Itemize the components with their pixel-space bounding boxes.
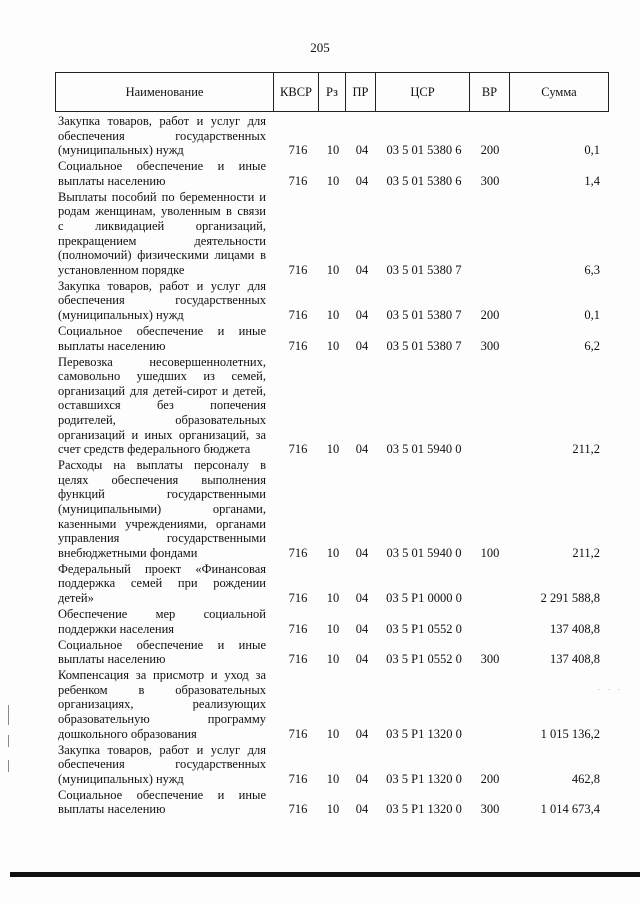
row-name-line: дошкольного образования: [58, 726, 197, 741]
row-name-line: Расходы на выплаты персоналу в: [58, 458, 266, 473]
row-vr: 300: [480, 173, 500, 188]
row-kvsr: 716: [288, 338, 308, 353]
row-name-line: выплаты населению: [58, 652, 166, 667]
row-sum: 6,2: [584, 338, 600, 353]
row-name-line: казенными учреждениями, органами: [58, 516, 266, 531]
page-number: 205: [310, 40, 330, 55]
row-name-line: (полномочий) физическими лицами в: [58, 248, 266, 263]
row-pr: 04: [355, 442, 369, 457]
row-name-line: оставшихся без попечения: [58, 398, 266, 413]
header-vr: ВР: [470, 73, 510, 112]
row-name: [58, 788, 266, 817]
row-pr: 04: [355, 262, 369, 277]
row-name-line: обеспечения государственных: [58, 757, 266, 772]
row-csr: 03 5 01 5380 6: [386, 143, 462, 158]
row-rz: 10: [326, 173, 340, 188]
row-sum: 6,3: [584, 262, 600, 277]
row-rz: 10: [326, 545, 340, 560]
row-sum: 0,1: [584, 307, 600, 322]
scan-edge-mark: [8, 735, 9, 747]
row-sum: 462,8: [571, 771, 600, 786]
row-csr: 03 5 Р1 1320 0: [386, 771, 462, 786]
row-sum: 0,1: [584, 143, 600, 158]
row-rz: 10: [326, 652, 340, 667]
row-kvsr: 716: [288, 545, 308, 560]
row-pr: 04: [355, 307, 369, 322]
row-csr: 03 5 01 5380 6: [386, 173, 462, 188]
row-name: [58, 190, 266, 278]
row-name: [58, 562, 266, 606]
row-pr: 04: [355, 726, 369, 741]
row-name-line: управления государственными: [58, 531, 266, 546]
row-name-line: поддержки населения: [58, 621, 175, 636]
row-name-line: (муниципальных) нужд: [58, 307, 184, 322]
row-kvsr: 716: [288, 173, 308, 188]
scan-edge-mark: [8, 705, 9, 725]
row-kvsr: 716: [288, 621, 308, 636]
row-vr: 300: [480, 338, 500, 353]
row-kvsr: 716: [288, 771, 308, 786]
row-pr: 04: [355, 143, 369, 158]
row-sum: 211,2: [572, 442, 600, 457]
row-sum: 1,4: [584, 173, 600, 188]
row-name-line: с ликвидацией организаций,: [58, 218, 266, 233]
row-name-line: самовольно ушедших из семей,: [58, 369, 266, 384]
row-sum: 2 291 588,8: [540, 590, 600, 605]
row-kvsr: 716: [288, 726, 308, 741]
row-vr: 300: [480, 802, 500, 817]
row-name: [58, 638, 266, 667]
row-vr: 300: [480, 652, 500, 667]
row-sum: 1 015 136,2: [540, 726, 600, 741]
row-rz: 10: [326, 590, 340, 605]
row-kvsr: 716: [288, 262, 308, 277]
row-rz: 10: [326, 802, 340, 817]
header-name: Наименование: [56, 73, 274, 112]
header-pr: ПР: [346, 73, 376, 112]
row-rz: 10: [326, 621, 340, 636]
row-name-line: организаций и иных организаций, за: [58, 427, 266, 442]
row-name: [58, 279, 266, 323]
row-pr: 04: [355, 545, 369, 560]
row-name-line: родам женщинам, уволенным в связи: [58, 204, 266, 219]
row-vr: 200: [480, 307, 500, 322]
row-name-line: Выплаты пособий по беременности и: [58, 189, 266, 204]
row-rz: 10: [326, 307, 340, 322]
row-name-line: обеспечения государственных: [58, 293, 266, 308]
row-kvsr: 716: [288, 802, 308, 817]
row-csr: 03 5 Р1 0552 0: [386, 621, 462, 636]
row-csr: 03 5 Р1 0552 0: [386, 652, 462, 667]
row-name-line: ребенком в образовательных: [58, 682, 266, 697]
header-sum: Сумма: [510, 73, 609, 112]
row-name-line: (муниципальных) нужд: [58, 143, 184, 158]
row-name-line: поддержка семей при рождении: [58, 576, 266, 591]
row-csr: 03 5 01 5940 0: [386, 545, 462, 560]
row-csr: 03 5 01 5380 7: [386, 262, 462, 277]
row-name-line: (муниципальными) органами,: [58, 501, 266, 516]
row-csr: 03 5 Р1 1320 0: [386, 726, 462, 741]
row-kvsr: 716: [288, 652, 308, 667]
row-name: [58, 607, 266, 636]
row-kvsr: 716: [288, 442, 308, 457]
row-name-line: выплаты населению: [58, 338, 166, 353]
row-name: [58, 743, 266, 787]
row-pr: 04: [355, 771, 369, 786]
row-name-line: счет средств федерального бюджета: [58, 442, 251, 457]
row-name-line: образовательную программу: [58, 711, 266, 726]
row-name-line: детей»: [58, 590, 94, 605]
row-name-line: выплаты населению: [58, 802, 166, 817]
row-name-line: Социальное обеспечение и иные: [58, 159, 266, 174]
row-name-line: выплаты населению: [58, 173, 166, 188]
row-name: [58, 668, 266, 741]
row-sum: 1 014 673,4: [540, 802, 600, 817]
row-kvsr: 716: [288, 307, 308, 322]
header-csr: ЦСР: [376, 73, 470, 112]
row-name-line: Федеральный проект «Финансовая: [58, 561, 266, 576]
row-csr: 03 5 Р1 0000 0: [386, 590, 462, 605]
row-name-line: Закупка товаров, работ и услуг для: [58, 278, 266, 293]
row-vr: 200: [480, 143, 500, 158]
row-name: [58, 159, 266, 188]
row-name-line: внебюджетными фондами: [58, 545, 198, 560]
row-name-line: Перевозка несовершеннолетних,: [58, 354, 266, 369]
row-name-line: организаций для детей-сирот и детей,: [58, 383, 266, 398]
row-name-line: (муниципальных) нужд: [58, 771, 184, 786]
scan-dots: . . .: [598, 683, 623, 692]
row-pr: 04: [355, 173, 369, 188]
header-kvsr: КВСР: [274, 73, 319, 112]
row-name-line: установленном порядке: [58, 262, 185, 277]
header-rz: Рз: [319, 73, 346, 112]
row-name-line: функций государственными: [58, 487, 266, 502]
table-header: [55, 72, 609, 112]
row-kvsr: 716: [288, 590, 308, 605]
row-rz: 10: [326, 338, 340, 353]
row-rz: 10: [326, 442, 340, 457]
row-name-line: родителей, образовательных: [58, 412, 266, 427]
row-rz: 10: [326, 143, 340, 158]
row-name-line: Закупка товаров, работ и услуг для: [58, 742, 266, 757]
row-name: [58, 355, 266, 457]
scan-edge-mark: [8, 760, 9, 772]
row-name: [58, 114, 266, 158]
row-name-line: целях обеспечения выполнения: [58, 472, 266, 487]
row-sum: 211,2: [572, 545, 600, 560]
row-name-line: Социальное обеспечение и иные: [58, 637, 266, 652]
row-kvsr: 716: [288, 143, 308, 158]
row-vr: 200: [480, 771, 500, 786]
row-csr: 03 5 01 5940 0: [386, 442, 462, 457]
row-name-line: Компенсация за присмотр и уход за: [58, 668, 266, 683]
row-csr: 03 5 Р1 1320 0: [386, 802, 462, 817]
row-name-line: организациях, реализующих: [58, 697, 266, 712]
row-name-line: Закупка товаров, работ и услуг для: [58, 114, 266, 128]
row-pr: 04: [355, 802, 369, 817]
row-pr: 04: [355, 590, 369, 605]
row-name-line: Обеспечение мер социальной: [58, 607, 266, 621]
row-name-line: прекращением деятельности: [58, 233, 266, 248]
scan-border: [10, 872, 640, 877]
row-rz: 10: [326, 262, 340, 277]
row-csr: 03 5 01 5380 7: [386, 307, 462, 322]
row-sum: 137 408,8: [550, 652, 600, 667]
row-name-line: Социальное обеспечение и иные: [58, 324, 266, 338]
row-name: [58, 458, 266, 560]
row-vr: 100: [480, 545, 500, 560]
row-sum: 137 408,8: [550, 621, 600, 636]
row-name: [58, 324, 266, 353]
row-rz: 10: [326, 771, 340, 786]
row-pr: 04: [355, 621, 369, 636]
row-rz: 10: [326, 726, 340, 741]
row-name-line: обеспечения государственных: [58, 128, 266, 143]
row-csr: 03 5 01 5380 7: [386, 338, 462, 353]
row-pr: 04: [355, 338, 369, 353]
row-pr: 04: [355, 652, 369, 667]
row-name-line: Социальное обеспечение и иные: [58, 787, 266, 802]
